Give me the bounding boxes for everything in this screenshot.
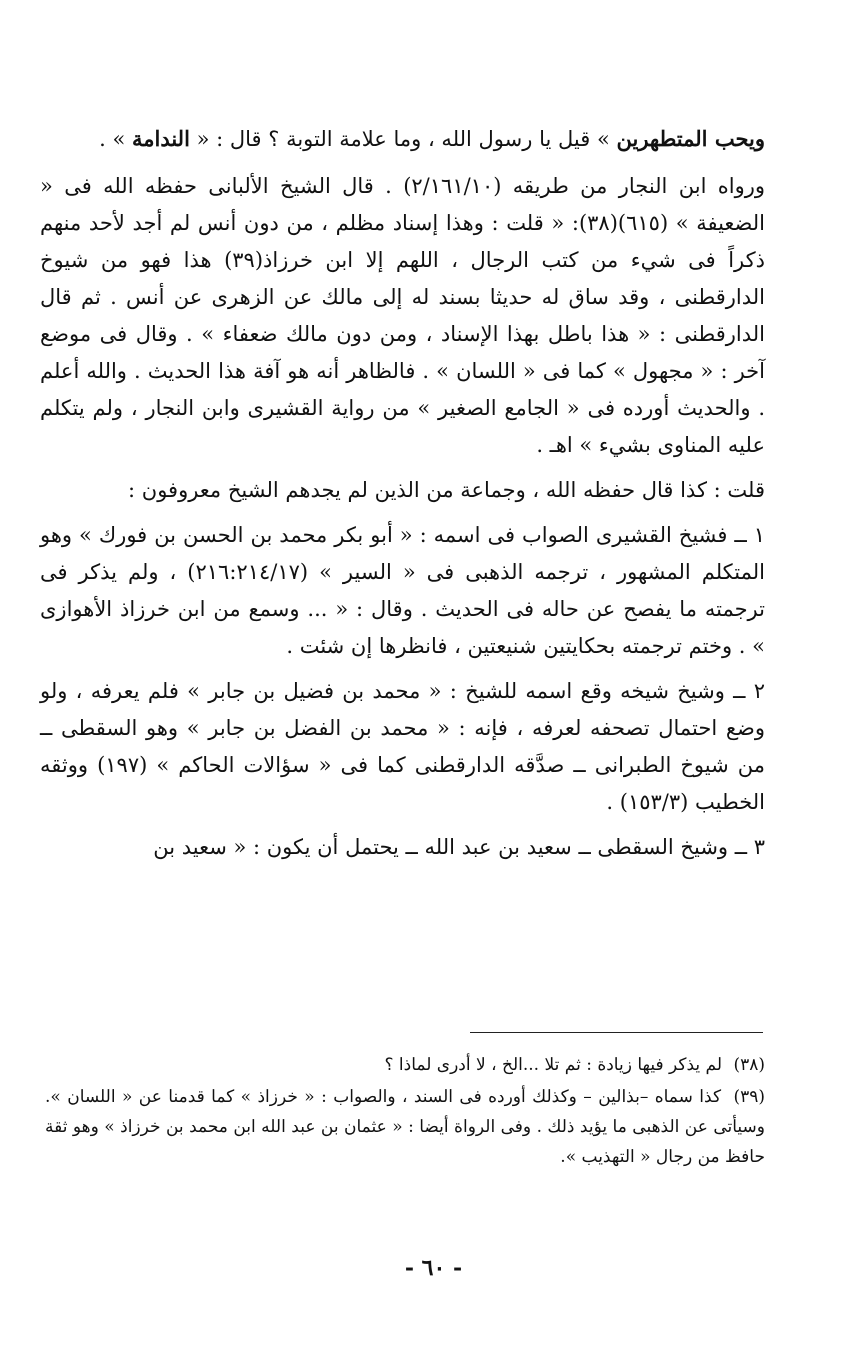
paragraph-opening (40, 120, 765, 158)
paragraph-2: قلت : كذا قال حفظه الله ، وجماعة من الذين لم يجدهم الشيخ معروفون : (128, 478, 765, 502)
quran-phrase: ويحب المتطهرين (616, 126, 765, 151)
footnotes (45, 1050, 765, 1174)
opening-end: » . (99, 127, 126, 151)
footnote-text: لم يذكر فيها زيادة : ثم تلا ...الخ ، لا أدرى لماذا ؟ (384, 1055, 723, 1075)
footnote-38 (45, 1050, 765, 1080)
footnote-number: (٣٨) (733, 1055, 765, 1075)
opening-text: » قيل يا رسول الله ، وما علامة التوبة ؟ قال : « (196, 127, 610, 151)
page-number: - ٦٠ - (404, 1255, 463, 1281)
answer-phrase: الندامة (131, 126, 190, 151)
footnote-divider (470, 1032, 763, 1033)
paragraph-3: ١ ــ فشيخ القشيرى الصواب فى اسمه : « أبو بكر محمد بن الحسن بن فورك » وهو المتكلم المشهور ، ترجمه الذهبى فى « السير » (٢١٦:٢١٤/١٧) ، ولم يذكر فى ترجمته ما يفصح عن حاله فى الحديث . وقال : « ... وسمع من ابن خرزاذ الأهوازى » . وختم ترجمته بحكايتين شنيعتين ، فانظرها إن شئت . (40, 523, 765, 658)
footnote-39 (45, 1082, 765, 1172)
paragraph-1: ورواه ابن النجار من طريقه (٢/١٦١/١٠) . قال الشيخ الألبانى حفظه الله فى « الضعيفة » (٦١٥)(٣٨): « قلت : وهذا إسناد مظلم ، من دون أنس لم أجد لأحد منهم ذكراً فى شيء من كتب الرجال ، اللهم إلا ابن خرزاذ(٣٩) هذا فهو من شيوخ الدارقطنى ، وقد ساق له حديثا بسند له إلى مالك عن الزهرى عن أنس . ثم قال الدارقطنى : « هذا باطل بهذا الإسناد ، ومن دون مالك ضعفاء » . وقال فى موضع آخر : « مجهول » كما فى « اللسان » . فالظاهر أنه هو آفة هذا الحديث . والله أعلم . والحديث أورده فى « الجامع الصغير » من رواية القشيرى وابن النجار ، ولم يتكلم عليه المناوى بشيء » اهـ . (40, 174, 766, 457)
paragraph-5: ٣ ــ وشيخ السقطى ــ سعيد بن عبد الله ــ يحتمل أن يكون : « سعيد بن (153, 835, 765, 859)
paragraph-4: ٢ ــ وشيخ شيخه وقع اسمه للشيخ : « محمد بن فضيل بن جابر » فلم يعرفه ، ولو وضع احتمال تصحفه لعرفه ، فإنه : « محمد بن الفضل بن جابر » وهو السقطى ــ من شيوخ الطبرانى ــ صدَّقه الدارقطنى كما فى « سؤالات الحاكم » (١٩٧) ووثقه الخطيب (١٥٣/٣) . (40, 679, 765, 814)
footnote-text: كذا سماه –بذالين – وكذلك أورده فى السند ، والصواب : « خرزاذ » كما قدمنا عن « اللسان ». وسيأتى عن الذهبى ما يؤيد ذلك . وفى الرواة أيضا : « عثمان بن عبد الله ابن محمد بن خرزاذ » وهو ثقة حافظ من رجال « التهذيب ». (45, 1087, 765, 1167)
footnote-number: (٣٩) (733, 1087, 765, 1107)
main-text (40, 120, 765, 874)
